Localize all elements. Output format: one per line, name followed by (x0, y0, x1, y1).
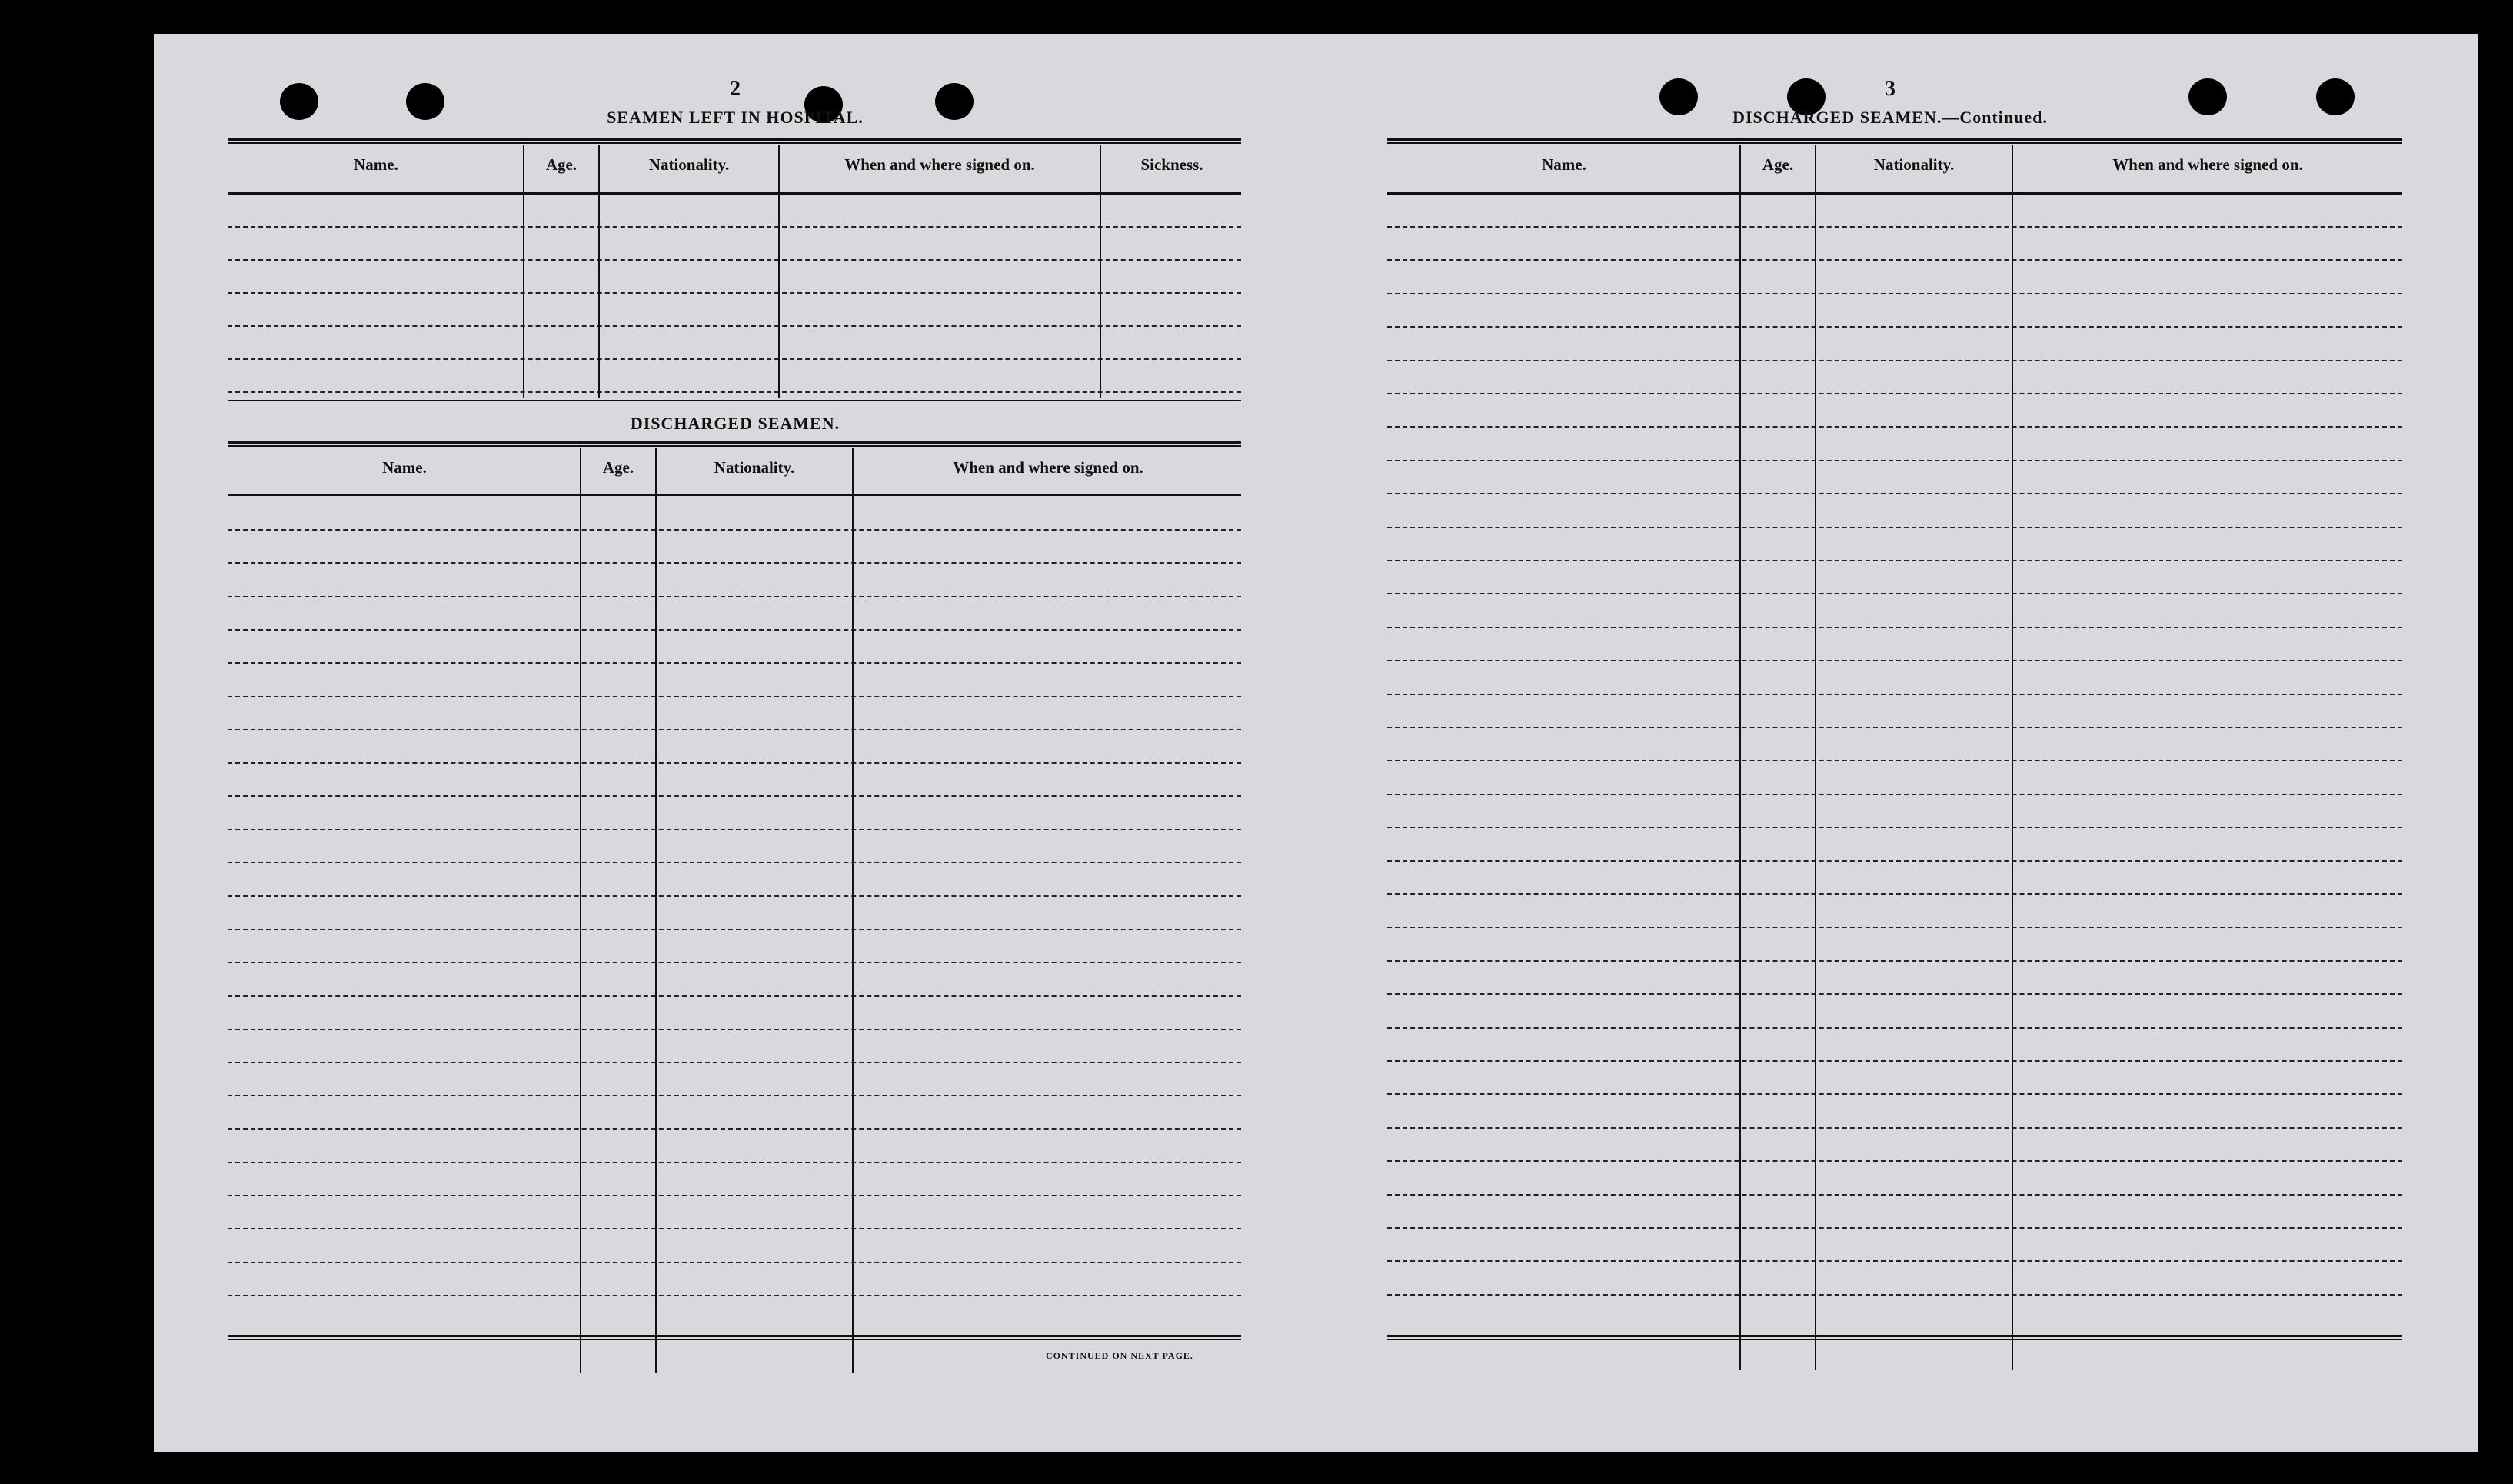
right-col-age: Age. (1762, 155, 1794, 174)
right-header-rule (1387, 192, 2402, 195)
ruled-line (1387, 1093, 2402, 1095)
ruled-line (1387, 426, 2402, 428)
discharged-col-divider (852, 448, 854, 1373)
right-bottom-rule (1387, 1335, 2402, 1340)
ruled-line (1387, 1260, 2402, 1262)
discharged-section-title: DISCHARGED SEAMEN. (630, 414, 840, 433)
ruled-line (228, 529, 1241, 531)
right-col-nationality: Nationality. (1873, 155, 1955, 174)
ruled-line (228, 1162, 1241, 1163)
ruled-line (228, 995, 1241, 997)
ruled-line (1387, 794, 2402, 795)
ruled-line (228, 1062, 1241, 1063)
hospital-col-age: Age. (545, 155, 577, 174)
ruled-line (228, 762, 1241, 764)
ruled-line (228, 662, 1241, 664)
hospital-bottom-rule (228, 400, 1241, 401)
ruled-line (228, 1029, 1241, 1030)
ruled-line (1387, 960, 2402, 962)
punch-hole (280, 83, 318, 120)
ruled-line (228, 596, 1241, 597)
ruled-line (1387, 360, 2402, 361)
discharged-col-divider (655, 448, 657, 1373)
discharged-col-divider (580, 448, 581, 1373)
hospital-col-when-where: When and where signed on. (844, 155, 1035, 174)
discharged-col-age: Age. (602, 458, 634, 477)
ruled-line (228, 795, 1241, 797)
ruled-line (1387, 460, 2402, 461)
ruled-line (1387, 1127, 2402, 1129)
ruled-line (228, 325, 1241, 327)
ruled-line (228, 1295, 1241, 1296)
right-top-rule (1387, 138, 2402, 144)
document-sheet (154, 34, 2478, 1452)
ruled-line (228, 696, 1241, 697)
right-col-divider (1739, 145, 1741, 1370)
ruled-line (1387, 493, 2402, 494)
ruled-line (1387, 727, 2402, 728)
ruled-line (1387, 927, 2402, 928)
hospital-col-divider (1100, 145, 1101, 398)
ruled-line (228, 391, 1241, 393)
ruled-line (1387, 259, 2402, 261)
ruled-line (228, 1095, 1241, 1096)
discharged-col-nationality: Nationality. (714, 458, 795, 477)
hospital-col-sickness: Sickness. (1140, 155, 1203, 174)
punch-hole (1659, 78, 1698, 115)
ruled-line (1387, 1160, 2402, 1162)
hospital-col-nationality: Nationality. (648, 155, 730, 174)
ruled-line (1387, 593, 2402, 594)
ruled-line (228, 1195, 1241, 1196)
ruled-line (228, 292, 1241, 294)
right-col-name: Name. (1542, 155, 1586, 174)
ruled-line (228, 895, 1241, 897)
hospital-col-divider (598, 145, 600, 398)
right-col-divider (1815, 145, 1816, 1370)
ruled-line (228, 358, 1241, 360)
page-number-left: 2 (730, 77, 741, 101)
discharged-col-name: Name. (382, 458, 427, 477)
ruled-line (228, 1228, 1241, 1229)
ruled-line (1387, 694, 2402, 695)
right-col-divider (2012, 145, 2013, 1370)
ruled-line (1387, 293, 2402, 294)
ruled-line (1387, 393, 2402, 394)
ruled-line (1387, 1060, 2402, 1062)
ruled-line (1387, 627, 2402, 628)
ruled-line (1387, 1027, 2402, 1029)
right-col-when-where: When and where signed on. (2112, 155, 2303, 174)
ruled-line (1387, 560, 2402, 561)
ruled-line (1387, 1194, 2402, 1196)
ruled-line (1387, 1294, 2402, 1296)
punch-hole (406, 83, 444, 120)
ruled-line (1387, 226, 2402, 228)
punch-hole (2188, 78, 2227, 115)
discharged-header-rule (228, 494, 1241, 496)
discharged-top-rule (228, 441, 1241, 447)
punch-hole (2316, 78, 2355, 115)
ruled-line (228, 1262, 1241, 1263)
ruled-line (1387, 527, 2402, 528)
discharged-bottom-rule (228, 1335, 1241, 1340)
continued-footnote: CONTINUED ON NEXT PAGE. (1046, 1350, 1193, 1361)
ruled-line (1387, 893, 2402, 895)
right-section-title: DISCHARGED SEAMEN.—Continued. (1732, 108, 2048, 127)
hospital-col-divider (523, 145, 524, 398)
ruled-line (228, 962, 1241, 963)
ruled-line (1387, 1227, 2402, 1229)
hospital-top-rule (228, 138, 1241, 144)
ruled-line (1387, 860, 2402, 862)
ruled-line (228, 1128, 1241, 1130)
ruled-line (228, 562, 1241, 564)
ruled-line (1387, 827, 2402, 828)
ruled-line (228, 829, 1241, 830)
ruled-line (1387, 660, 2402, 661)
ruled-line (228, 259, 1241, 261)
hospital-col-divider (778, 145, 780, 398)
ruled-line (228, 226, 1241, 228)
ruled-line (228, 862, 1241, 863)
ruled-line (1387, 326, 2402, 328)
ruled-line (228, 929, 1241, 930)
hospital-header-rule (228, 192, 1241, 195)
discharged-col-when-where: When and where signed on. (953, 458, 1143, 477)
hospital-col-name: Name. (354, 155, 398, 174)
ruled-line (228, 729, 1241, 730)
ruled-line (1387, 760, 2402, 761)
ruled-line (1387, 993, 2402, 995)
ruled-line (228, 629, 1241, 631)
hospital-section-title: SEAMEN LEFT IN HOSPITAL. (607, 108, 864, 127)
page-number-right: 3 (1885, 77, 1896, 101)
punch-hole (935, 83, 974, 120)
